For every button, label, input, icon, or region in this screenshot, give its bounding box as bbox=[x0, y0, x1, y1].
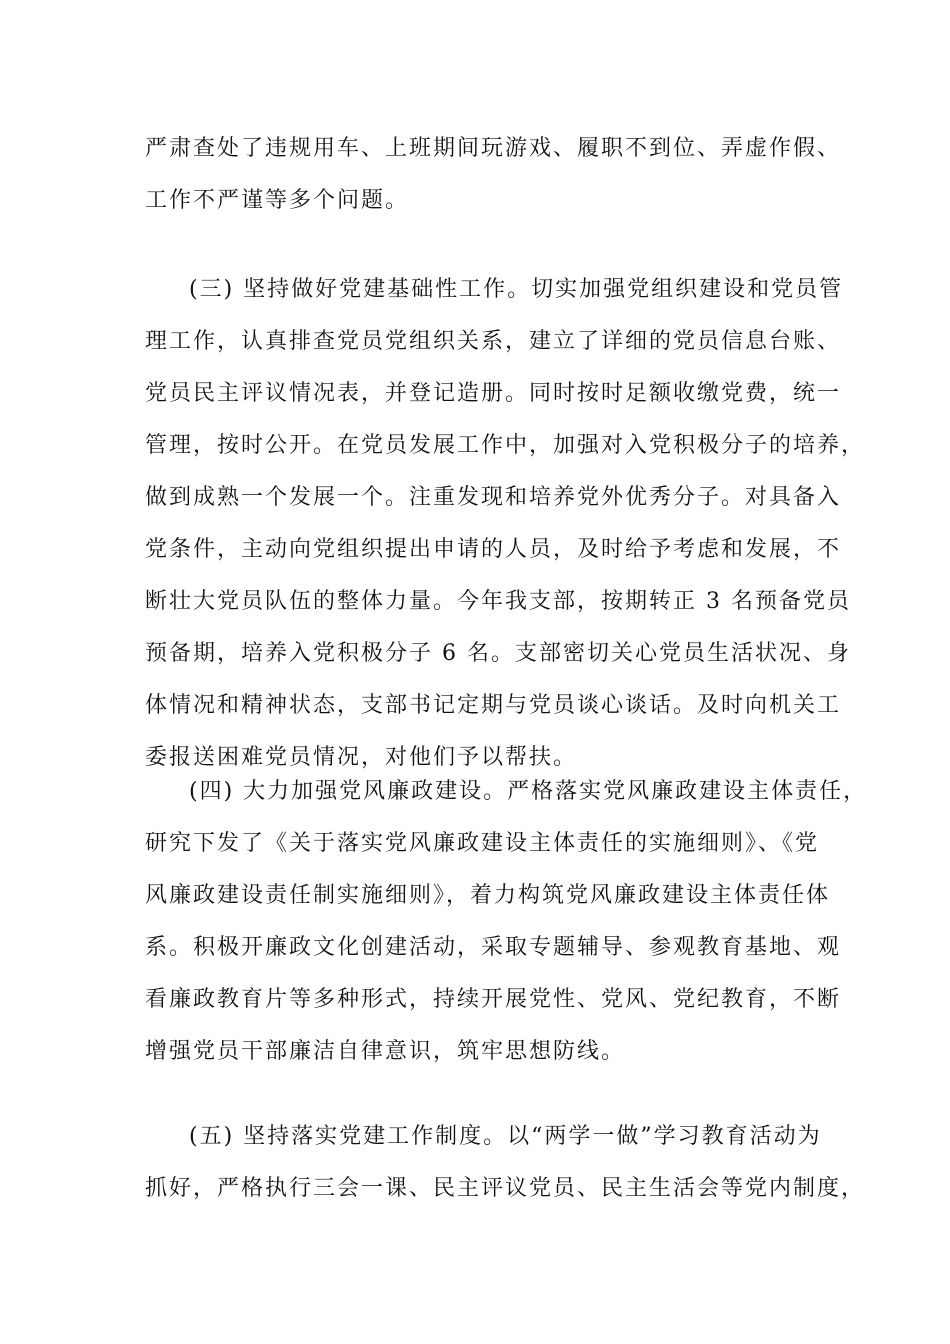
paragraph-line: 理工作，认真排查党员党组织关系，建立了详细的党员信息台账、 bbox=[145, 329, 842, 354]
paragraph-line: 体情况和精神状态，支部书记定期与党员谈心谈话。及时向机关工 bbox=[145, 693, 842, 718]
paragraph-line: 委报送困难党员情况，对他们予以帮扶。 bbox=[145, 745, 578, 770]
paragraph-4 bbox=[145, 1111, 866, 1215]
paragraph-line: 系。积极开廉政文化创建活动，采取专题辅导、参观教育基地、观 bbox=[145, 935, 842, 960]
paragraph-line: 抓好，严格执行三会一课、民主评议党员、民主生活会等党内制度， bbox=[145, 1176, 866, 1201]
paragraph-line: 党条件，主动向党组织提出申请的人员，及时给予考虑和发展，不 bbox=[145, 537, 842, 562]
paragraph-line: 工作不严谨等多个问题。 bbox=[145, 188, 410, 213]
paragraph-line: 断壮大党员队伍的整体力量。今年我支部，按期转正 3 名预备党员 bbox=[145, 589, 851, 614]
paragraph-line: (四) 大力加强党风廉政建设。严格落实党风廉政建设主体责任， bbox=[189, 779, 868, 804]
paragraph-line: 党员民主评议情况表，并登记造册。同时按时足额收缴党费，统一 bbox=[145, 381, 842, 406]
paragraph-line: 预备期，培养入党积极分子 6 名。支部密切关心党员生活状况、身 bbox=[145, 641, 851, 666]
paragraph-line: 看廉政教育片等多种形式，持续开展党性、党风、党纪教育，不断 bbox=[145, 987, 842, 1012]
paragraph-line: 做到成熟一个发展一个。注重发现和培养党外优秀分子。对具备入 bbox=[145, 485, 842, 510]
paragraph-line: (三) 坚持做好党建基础性工作。切实加强党组织建设和党员管 bbox=[189, 277, 844, 302]
paragraph-2 bbox=[145, 264, 866, 784]
paragraph-line: 增强党员干部廉洁自律意识，筑牢思想防线。 bbox=[145, 1039, 626, 1064]
paragraph-line: 管理，按时公开。在党员发展工作中，加强对入党积极分子的培养， bbox=[145, 433, 866, 458]
paragraph-line: 严肃查处了违规用车、上班期间玩游戏、履职不到位、弄虚作假、 bbox=[145, 136, 842, 161]
paragraph-3 bbox=[145, 766, 868, 1078]
paragraph-line: 风廉政建设责任制实施细则》，着力构筑党风廉政建设主体责任体 bbox=[145, 883, 831, 908]
paragraph-1 bbox=[145, 123, 842, 227]
paragraph-line: 研究下发了《关于落实党风廉政建设主体责任的实施细则》、《党 bbox=[145, 831, 820, 856]
paragraph-line: (五) 坚持落实党建工作制度。以“两学一做”学习教育活动为 bbox=[189, 1124, 822, 1149]
